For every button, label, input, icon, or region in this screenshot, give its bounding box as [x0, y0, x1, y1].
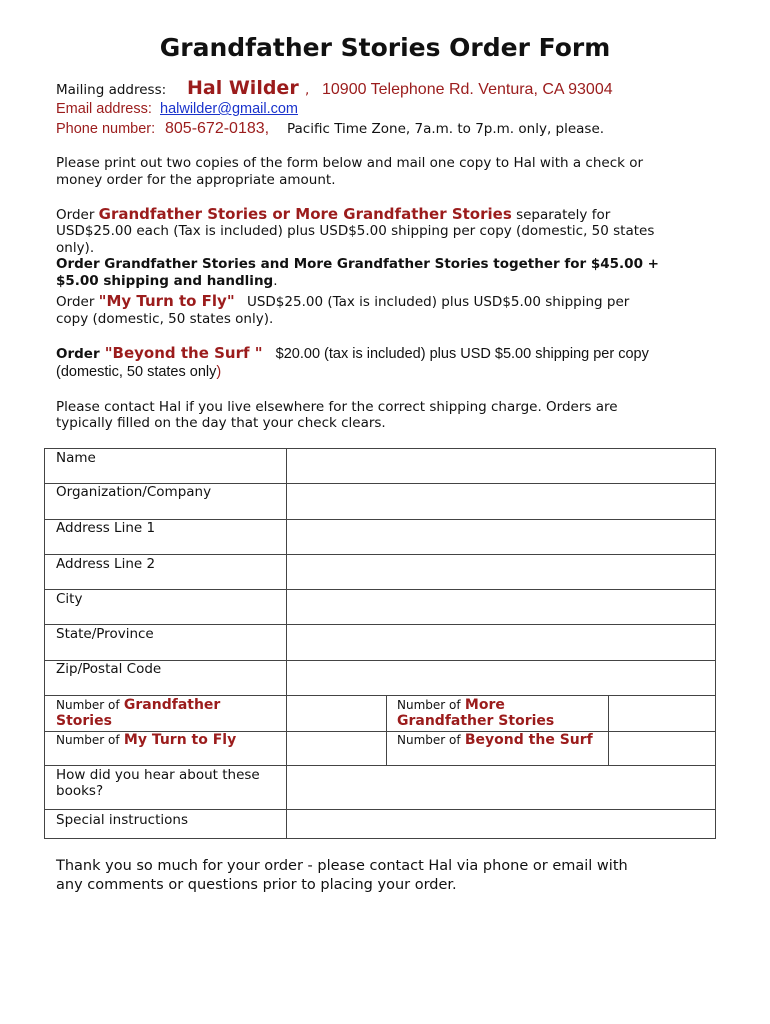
- field-label-name: Name: [56, 450, 96, 466]
- field-label-city: City: [56, 591, 83, 607]
- offer4-paren: ): [216, 364, 222, 380]
- hear-about-line-1: How did you hear about these: [56, 767, 260, 783]
- qty-label-my-turn-to-fly: [56, 732, 236, 748]
- name-input[interactable]: [287, 449, 715, 483]
- email-link[interactable]: halwilder@gmail.com: [160, 101, 299, 117]
- phone-hours: Pacific Time Zone, 7a.m. to 7p.m. only, please.: [287, 121, 605, 137]
- offer1-line-1: [56, 206, 610, 224]
- thanks-line-1: Thank you so much for your order - please contact Hal via phone or email with: [56, 858, 628, 874]
- address-2-input[interactable]: [287, 555, 715, 589]
- qty-bts-title: Beyond the Surf: [464, 732, 593, 748]
- qty-grandfather-stories-input[interactable]: [287, 696, 386, 731]
- mailing-name: Hal Wilder: [187, 77, 299, 99]
- mailing-street-address: 10900 Telephone Rd. Ventura, CA 93004: [322, 81, 613, 98]
- phone-number: 805-672-0183,: [165, 120, 270, 137]
- email-label: Email address:: [56, 101, 152, 117]
- offer4-suffix: $20.00 (tax is included) plus USD $5.00 shipping per copy: [275, 346, 649, 362]
- offer2-line-2: [56, 273, 278, 290]
- field-label-address-2: Address Line 2: [56, 556, 156, 572]
- offer3-line-1: [56, 293, 629, 311]
- qty-prefix: Number of: [56, 733, 120, 747]
- offer1-line-3: only).: [56, 240, 95, 256]
- offer4-line-1: [56, 343, 649, 364]
- qty-my-turn-to-fly-input[interactable]: [287, 732, 386, 765]
- state-input[interactable]: [287, 625, 715, 660]
- offer3-suffix: USD$25.00 (Tax is included) plus USD$5.00 shipping per: [246, 294, 630, 310]
- qty-mtf-title: My Turn to Fly: [123, 732, 237, 748]
- qty-more-grandfather-stories-input[interactable]: [609, 696, 715, 731]
- address-1-input[interactable]: [287, 520, 715, 554]
- hear-about-label: [56, 767, 260, 799]
- offer4-book-title: "Beyond the Surf ": [104, 344, 263, 362]
- offer1-book-titles: Grandfather Stories or More Grandfather Stories: [98, 205, 512, 223]
- organization-input[interactable]: [287, 484, 715, 519]
- contact-line-1: Please contact Hal if you live elsewhere for the correct shipping charge. Orders are: [56, 399, 618, 415]
- qty-mgs-title-1: More: [464, 697, 505, 713]
- mailing-comma: ,: [305, 82, 310, 98]
- qty-mgs-title-2: Grandfather Stories: [397, 713, 555, 729]
- instructions-line-2: money order for the appropriate amount.: [56, 172, 336, 188]
- hear-about-input[interactable]: [287, 766, 715, 809]
- order-form-table: [44, 448, 716, 839]
- phone-label: Phone number:: [56, 121, 156, 137]
- qty-label-grandfather-stories: [56, 697, 220, 729]
- field-label-address-1: Address Line 1: [56, 520, 156, 536]
- qty-prefix: Number of: [397, 698, 461, 712]
- city-input[interactable]: [287, 590, 715, 624]
- offer1-prefix: Order: [56, 207, 95, 223]
- offer1-suffix: separately for: [516, 207, 611, 223]
- offer3-book-title: "My Turn to Fly": [98, 292, 235, 310]
- instructions-line-1: Please print out two copies of the form below and mail one copy to Hal with a check or: [56, 155, 644, 171]
- offer2-shipping: $5.00 shipping and handling: [56, 273, 274, 289]
- special-instructions-label: Special instructions: [56, 812, 188, 828]
- offer1-line-2: USD$25.00 each (Tax is included) plus USD$5.00 shipping per copy (domestic, 50 states: [56, 223, 655, 239]
- field-label-zip: Zip/Postal Code: [56, 661, 162, 677]
- qty-beyond-the-surf-input[interactable]: [609, 732, 715, 765]
- qty-label-more-grandfather-stories: [397, 697, 554, 729]
- qty-prefix: Number of: [56, 698, 120, 712]
- special-instructions-input[interactable]: [287, 810, 715, 838]
- zip-input[interactable]: [287, 661, 715, 695]
- qty-label-beyond-the-surf: [397, 732, 593, 748]
- hear-about-line-2: books?: [56, 783, 104, 799]
- page-title: Grandfather Stories Order Form: [159, 33, 611, 62]
- offer3-prefix: Order: [56, 294, 95, 310]
- qty-gs-title-1: Grandfather: [123, 697, 221, 713]
- offer2-period: .: [273, 273, 278, 289]
- offer3-line-2: copy (domestic, 50 states only).: [56, 311, 274, 327]
- offer4-prefix: Order: [56, 346, 100, 362]
- qty-prefix: Number of: [397, 733, 461, 747]
- offer2-line-1: Order Grandfather Stories and More Grandfather Stories together for $45.00 +: [56, 256, 659, 272]
- field-label-state: State/Province: [56, 626, 154, 642]
- contact-line-2: typically filled on the day that your check clears.: [56, 415, 386, 431]
- mailing-address-label: Mailing address:: [56, 82, 167, 98]
- offer4-domestic: (domestic, 50 states only: [56, 364, 217, 380]
- qty-gs-title-2: Stories: [56, 713, 112, 729]
- field-label-organization: Organization/Company: [56, 484, 212, 500]
- offer4-line-2: [56, 363, 221, 381]
- thanks-line-2: any comments or questions prior to placing your order.: [56, 877, 457, 893]
